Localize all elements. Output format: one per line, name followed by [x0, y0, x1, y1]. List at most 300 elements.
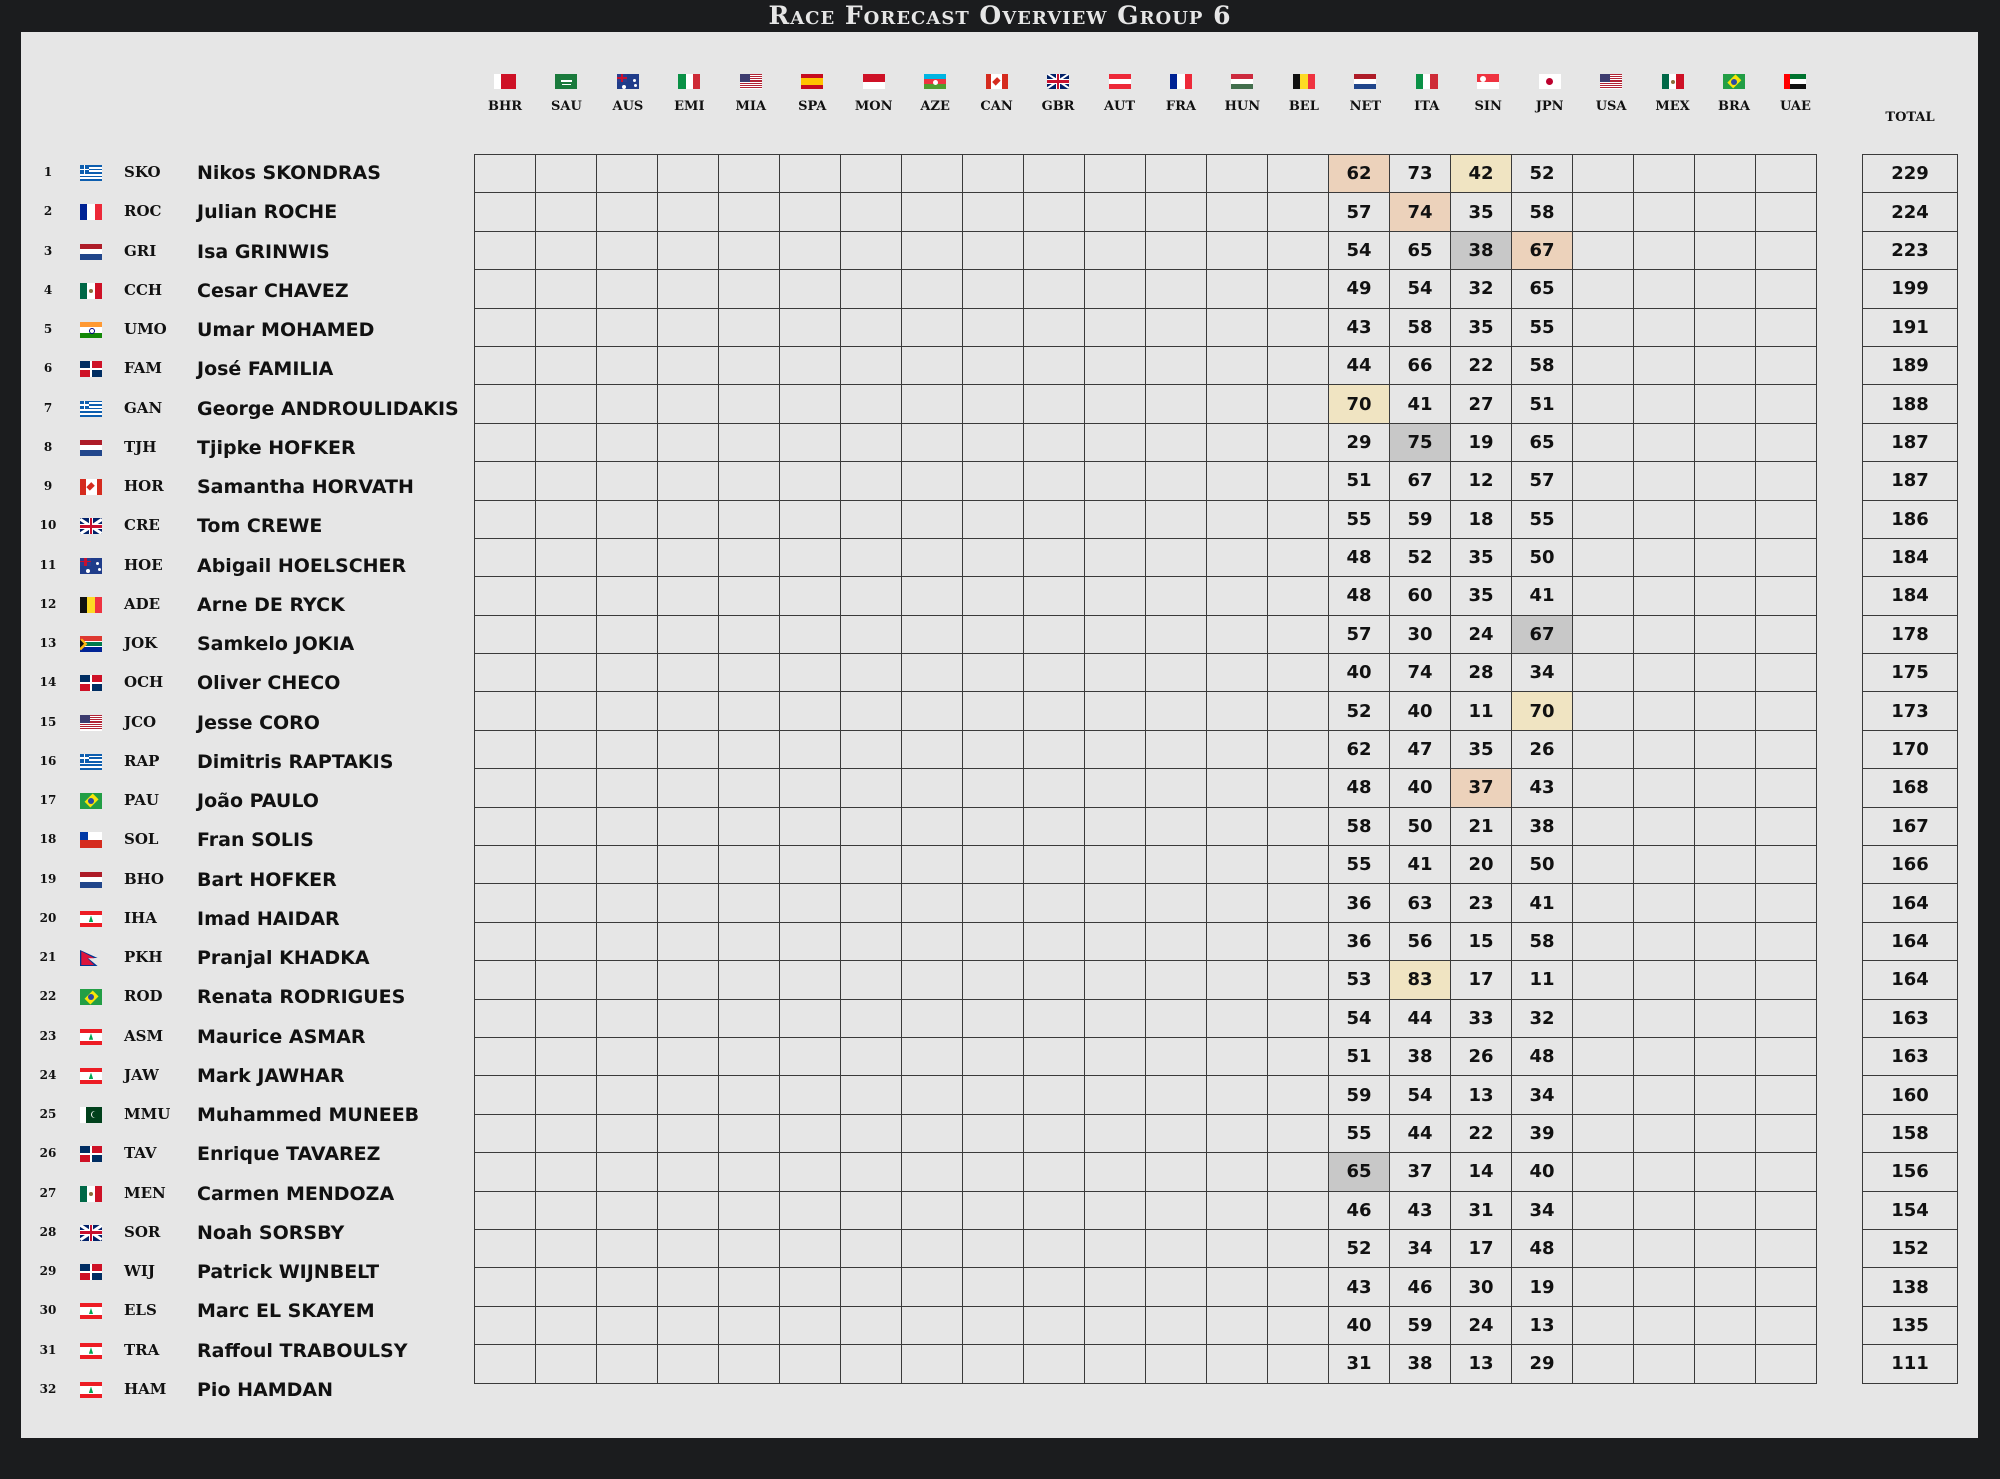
- score-cell-jpn: 41: [1512, 577, 1573, 615]
- score-cell-mia: [719, 1153, 780, 1191]
- score-cell-usa: [1573, 538, 1634, 576]
- score-cell-bel: [1268, 270, 1329, 308]
- score-cell-bel: [1268, 1306, 1329, 1344]
- score-cell-mia: [719, 270, 780, 308]
- score-cell-can: [963, 231, 1024, 269]
- score-cell-aut: [1085, 1076, 1146, 1114]
- score-cell-spa: [780, 692, 841, 730]
- score-cell-spa: [780, 462, 841, 500]
- player-row-info: [0, 978, 470, 1017]
- score-cell-mon: [841, 577, 902, 615]
- score-cell-sin: 33: [1451, 999, 1512, 1037]
- score-cell-mon: [841, 961, 902, 999]
- score-cell-jpn: 55: [1512, 308, 1573, 346]
- score-cell-bel: [1268, 1076, 1329, 1114]
- score-cell-hun: [1207, 1306, 1268, 1344]
- score-cell-net: 59: [1329, 1076, 1390, 1114]
- score-cell-gbr: [1024, 577, 1085, 615]
- position-number: 6: [43, 361, 53, 376]
- total-cell: 170: [1863, 730, 1958, 768]
- score-cell-mia: [719, 1076, 780, 1114]
- score-cell-bel: [1268, 1153, 1329, 1191]
- score-cell-bel: [1268, 846, 1329, 884]
- score-cell-usa: [1573, 1191, 1634, 1229]
- score-cell-ita: 38: [1390, 1345, 1451, 1383]
- score-cell-aze: [902, 1229, 963, 1267]
- score-cell-emi: [658, 1191, 719, 1229]
- score-cell-sin: 31: [1451, 1191, 1512, 1229]
- total-cell: 188: [1863, 385, 1958, 423]
- score-cell-mex: [1634, 884, 1695, 922]
- score-cell-bel: [1268, 1037, 1329, 1075]
- score-cell-aus: [597, 500, 658, 538]
- score-cell-bra: [1695, 846, 1756, 884]
- position-number: 27: [39, 1185, 57, 1200]
- score-cell-bhr: [475, 577, 536, 615]
- player-row-info: [0, 193, 470, 232]
- score-cell-bhr: [475, 270, 536, 308]
- score-cell-mon: [841, 155, 902, 193]
- score-cell-gbr: [1024, 423, 1085, 461]
- score-cell-spa: [780, 1268, 841, 1306]
- score-cell-mon: [841, 1306, 902, 1344]
- score-cell-ita: 67: [1390, 462, 1451, 500]
- player-name: Pio HAMDAN: [197, 1378, 333, 1401]
- score-cell-aut: [1085, 846, 1146, 884]
- score-cell-can: [963, 1076, 1024, 1114]
- score-cell-fra: [1146, 538, 1207, 576]
- score-cell-sau: [536, 999, 597, 1037]
- score-cell-hun: [1207, 346, 1268, 384]
- player-abbreviation: IHA: [124, 908, 157, 927]
- score-cell-jpn: 13: [1512, 1306, 1573, 1344]
- player-row-info: [0, 743, 470, 782]
- score-cell-emi: [658, 884, 719, 922]
- score-cell-bel: [1268, 423, 1329, 461]
- score-cell-sau: [536, 1076, 597, 1114]
- score-cell-uae: [1756, 692, 1817, 730]
- score-cell-mia: [719, 1306, 780, 1344]
- score-cell-aus: [597, 155, 658, 193]
- score-cell-aus: [597, 462, 658, 500]
- score-cell-gbr: [1024, 769, 1085, 807]
- score-cell-net: 48: [1329, 769, 1390, 807]
- score-cell-sau: [536, 884, 597, 922]
- player-name: Arne DE RYCK: [197, 593, 345, 616]
- table-row: [475, 1268, 1817, 1306]
- score-cell-aut: [1085, 1037, 1146, 1075]
- dominican-flag-icon: [80, 361, 102, 377]
- player-name: Enrique TAVAREZ: [197, 1143, 381, 1166]
- score-cell-usa: [1573, 654, 1634, 692]
- score-cell-emi: [658, 1114, 719, 1152]
- race-code: SPA: [798, 99, 827, 114]
- score-cell-fra: [1146, 1037, 1207, 1075]
- total-cell: 164: [1863, 884, 1958, 922]
- brazil-flag-icon: [1723, 74, 1745, 89]
- score-cell-hun: [1207, 807, 1268, 845]
- score-cell-aus: [597, 884, 658, 922]
- position-number: 1: [43, 165, 53, 179]
- score-cell-mex: [1634, 1229, 1695, 1267]
- score-cell-bra: [1695, 1191, 1756, 1229]
- player-abbreviation: ASM: [124, 1026, 164, 1045]
- score-cell-aze: [902, 615, 963, 653]
- score-cell-bra: [1695, 346, 1756, 384]
- table-row: [475, 155, 1817, 193]
- total-row: [1863, 1037, 1958, 1075]
- score-cell-can: [963, 385, 1024, 423]
- greece-flag-icon: [80, 401, 102, 417]
- score-cell-hun: [1207, 846, 1268, 884]
- position-number: 13: [39, 636, 57, 650]
- score-cell-net: 36: [1329, 884, 1390, 922]
- score-cell-can: [963, 346, 1024, 384]
- score-cell-mon: [841, 846, 902, 884]
- score-cell-spa: [780, 884, 841, 922]
- player-row-info: [0, 350, 470, 389]
- score-cell-gbr: [1024, 231, 1085, 269]
- total-cell: 156: [1863, 1153, 1958, 1191]
- score-cell-aut: [1085, 577, 1146, 615]
- score-cell-ita: 65: [1390, 231, 1451, 269]
- score-cell-emi: [658, 1229, 719, 1267]
- score-cell-ita: 34: [1390, 1229, 1451, 1267]
- race-header-bhr: [474, 74, 536, 114]
- score-cell-bel: [1268, 385, 1329, 423]
- score-cell-uae: [1756, 193, 1817, 231]
- race-code: GBR: [1041, 99, 1075, 114]
- score-cell-mex: [1634, 155, 1695, 193]
- race-code: MIA: [735, 99, 767, 114]
- score-cell-fra: [1146, 1114, 1207, 1152]
- score-cell-fra: [1146, 346, 1207, 384]
- score-cell-spa: [780, 615, 841, 653]
- position-number: 7: [43, 400, 53, 415]
- player-name: Imad HAIDAR: [197, 907, 340, 930]
- position-number: 4: [43, 282, 53, 297]
- total-cell: 154: [1863, 1191, 1958, 1229]
- chile-flag-icon: [80, 832, 102, 848]
- score-cell-gbr: [1024, 1345, 1085, 1383]
- score-cell-aus: [597, 999, 658, 1037]
- score-cell-jpn: 11: [1512, 961, 1573, 999]
- score-cell-emi: [658, 1037, 719, 1075]
- usa-flag-icon: [80, 715, 102, 731]
- position-number: 20: [39, 910, 57, 925]
- total-row: [1863, 884, 1958, 922]
- score-cell-net: 55: [1329, 1114, 1390, 1152]
- score-cell-bhr: [475, 1306, 536, 1344]
- score-cell-usa: [1573, 730, 1634, 768]
- total-row: [1863, 730, 1958, 768]
- score-cell-uae: [1756, 730, 1817, 768]
- total-row: [1863, 538, 1958, 576]
- player-name: Noah SORSBY: [197, 1221, 345, 1244]
- score-cell-uae: [1756, 500, 1817, 538]
- score-cell-mex: [1634, 1153, 1695, 1191]
- score-cell-sau: [536, 1345, 597, 1383]
- total-cell: 164: [1863, 961, 1958, 999]
- score-cell-mon: [841, 308, 902, 346]
- score-cell-bhr: [475, 462, 536, 500]
- total-cell: 167: [1863, 807, 1958, 845]
- score-cell-aus: [597, 730, 658, 768]
- score-cell-net: 55: [1329, 846, 1390, 884]
- score-cell-aus: [597, 538, 658, 576]
- score-cell-aut: [1085, 807, 1146, 845]
- player-name: José FAMILIA: [197, 358, 334, 381]
- total-cell: 184: [1863, 538, 1958, 576]
- score-cell-aus: [597, 1114, 658, 1152]
- score-cell-bra: [1695, 730, 1756, 768]
- score-cell-mex: [1634, 193, 1695, 231]
- score-cell-spa: [780, 270, 841, 308]
- score-cell-gbr: [1024, 1076, 1085, 1114]
- score-cell-aut: [1085, 1345, 1146, 1383]
- score-cell-mia: [719, 308, 780, 346]
- score-cell-spa: [780, 730, 841, 768]
- score-cell-gbr: [1024, 922, 1085, 960]
- italy-flag-icon: [1416, 74, 1438, 89]
- score-cell-net: 43: [1329, 1268, 1390, 1306]
- total-cell: 175: [1863, 654, 1958, 692]
- score-cell-fra: [1146, 922, 1207, 960]
- score-cell-sau: [536, 1306, 597, 1344]
- score-cell-mex: [1634, 462, 1695, 500]
- score-cell-mia: [719, 730, 780, 768]
- score-cell-can: [963, 462, 1024, 500]
- score-cell-emi: [658, 769, 719, 807]
- total-row: [1863, 1229, 1958, 1267]
- total-cell: 163: [1863, 999, 1958, 1037]
- table-row: [475, 615, 1817, 653]
- score-cell-mex: [1634, 538, 1695, 576]
- score-cell-jpn: 55: [1512, 500, 1573, 538]
- score-cell-aze: [902, 1191, 963, 1229]
- score-cell-mon: [841, 884, 902, 922]
- score-cell-bel: [1268, 462, 1329, 500]
- total-cell: 178: [1863, 615, 1958, 653]
- score-cell-fra: [1146, 730, 1207, 768]
- position-number: 26: [39, 1146, 57, 1161]
- score-cell-can: [963, 500, 1024, 538]
- score-cell-bra: [1695, 769, 1756, 807]
- score-cell-mia: [719, 462, 780, 500]
- table-row: [475, 308, 1817, 346]
- score-cell-can: [963, 615, 1024, 653]
- position-number: 29: [39, 1264, 57, 1278]
- score-cell-aze: [902, 654, 963, 692]
- score-cell-spa: [780, 346, 841, 384]
- score-cell-spa: [780, 155, 841, 193]
- score-cell-spa: [780, 1153, 841, 1191]
- score-cell-usa: [1573, 1076, 1634, 1114]
- score-cell-ita: 83: [1390, 961, 1451, 999]
- score-cell-aus: [597, 961, 658, 999]
- score-cell-hun: [1207, 423, 1268, 461]
- score-cell-uae: [1756, 884, 1817, 922]
- france-flag-icon: [1170, 74, 1192, 89]
- table-row: [475, 462, 1817, 500]
- position-number: 16: [39, 753, 57, 768]
- player-row-info: [0, 1096, 470, 1135]
- score-cell-can: [963, 730, 1024, 768]
- score-cell-bel: [1268, 308, 1329, 346]
- score-cell-aut: [1085, 999, 1146, 1037]
- race-code: SIN: [1474, 99, 1502, 114]
- score-cell-bel: [1268, 1229, 1329, 1267]
- player-row-info: [0, 311, 470, 350]
- score-cell-usa: [1573, 500, 1634, 538]
- score-cell-mex: [1634, 1306, 1695, 1344]
- player-row-info: [0, 1175, 470, 1214]
- player-row-info: [0, 233, 470, 272]
- score-cell-bhr: [475, 193, 536, 231]
- player-name: João PAULO: [197, 790, 319, 812]
- score-cell-aut: [1085, 423, 1146, 461]
- total-cell: 152: [1863, 1229, 1958, 1267]
- score-cell-usa: [1573, 270, 1634, 308]
- score-cell-gbr: [1024, 270, 1085, 308]
- score-cell-bel: [1268, 193, 1329, 231]
- hungary-flag-icon: [1231, 74, 1253, 89]
- score-cell-sin: 30: [1451, 1268, 1512, 1306]
- table-row: [475, 769, 1817, 807]
- player-row-info: [0, 1332, 470, 1371]
- score-cell-jpn: 67: [1512, 231, 1573, 269]
- score-cell-aut: [1085, 922, 1146, 960]
- race-header-bel: [1273, 74, 1335, 114]
- position-number: 14: [39, 675, 57, 690]
- table-row: [475, 385, 1817, 423]
- score-cell-can: [963, 1268, 1024, 1306]
- score-cell-bhr: [475, 769, 536, 807]
- score-cell-ita: 50: [1390, 807, 1451, 845]
- score-cell-mon: [841, 500, 902, 538]
- australia-flag-icon: [80, 558, 102, 574]
- score-cell-ita: 52: [1390, 538, 1451, 576]
- score-cell-usa: [1573, 807, 1634, 845]
- score-cell-hun: [1207, 231, 1268, 269]
- score-cell-bra: [1695, 423, 1756, 461]
- player-name: Raffoul TRABOULSY: [197, 1339, 408, 1362]
- table-row: [475, 692, 1817, 730]
- score-cell-spa: [780, 846, 841, 884]
- score-cell-aut: [1085, 1191, 1146, 1229]
- score-cell-aze: [902, 1268, 963, 1306]
- score-cell-jpn: 39: [1512, 1114, 1573, 1152]
- table-row: [475, 1229, 1817, 1267]
- score-cell-mex: [1634, 308, 1695, 346]
- score-cell-aus: [597, 922, 658, 960]
- score-cell-can: [963, 1153, 1024, 1191]
- player-name: Marc EL SKAYEM: [197, 1300, 375, 1323]
- score-cell-ita: 46: [1390, 1268, 1451, 1306]
- total-row: [1863, 270, 1958, 308]
- score-cell-aut: [1085, 385, 1146, 423]
- player-name: Abigail HOELSCHER: [197, 554, 407, 577]
- score-cell-bel: [1268, 692, 1329, 730]
- score-cell-mia: [719, 385, 780, 423]
- total-row: [1863, 1268, 1958, 1306]
- total-cell: 187: [1863, 423, 1958, 461]
- score-cell-bel: [1268, 807, 1329, 845]
- player-row-info: [0, 1018, 470, 1057]
- score-cell-fra: [1146, 423, 1207, 461]
- belgium-flag-icon: [1293, 74, 1315, 89]
- score-cell-gbr: [1024, 1268, 1085, 1306]
- race-code: FRA: [1165, 99, 1196, 114]
- score-cell-ita: 54: [1390, 270, 1451, 308]
- score-cell-aus: [597, 385, 658, 423]
- score-cell-jpn: 48: [1512, 1229, 1573, 1267]
- score-cell-hun: [1207, 193, 1268, 231]
- score-cell-aut: [1085, 346, 1146, 384]
- race-header-mia: [720, 74, 782, 114]
- score-cell-sin: 38: [1451, 231, 1512, 269]
- score-cell-bra: [1695, 193, 1756, 231]
- lebanon-flag-icon: [80, 1382, 102, 1398]
- score-cell-jpn: 29: [1512, 1345, 1573, 1383]
- score-cell-mon: [841, 769, 902, 807]
- score-cell-ita: 30: [1390, 615, 1451, 653]
- total-cell: 224: [1863, 193, 1958, 231]
- usa-flag-icon: [1600, 74, 1622, 89]
- score-cell-usa: [1573, 1114, 1634, 1152]
- score-cell-bhr: [475, 654, 536, 692]
- score-cell-spa: [780, 308, 841, 346]
- score-cell-bra: [1695, 999, 1756, 1037]
- score-cell-bhr: [475, 1268, 536, 1306]
- player-abbreviation: MEN: [124, 1183, 166, 1202]
- score-cell-mia: [719, 615, 780, 653]
- india-flag-icon: [80, 322, 102, 338]
- score-cell-mex: [1634, 692, 1695, 730]
- score-cell-can: [963, 538, 1024, 576]
- score-cell-usa: [1573, 884, 1634, 922]
- score-cell-usa: [1573, 462, 1634, 500]
- canada-flag-icon: [80, 479, 102, 495]
- score-cell-spa: [780, 500, 841, 538]
- score-grid: [474, 154, 1817, 1384]
- score-cell-mex: [1634, 769, 1695, 807]
- score-cell-spa: [780, 1345, 841, 1383]
- score-cell-aut: [1085, 308, 1146, 346]
- score-cell-sau: [536, 193, 597, 231]
- score-cell-uae: [1756, 155, 1817, 193]
- score-cell-aze: [902, 308, 963, 346]
- race-code: NET: [1349, 99, 1382, 114]
- total-row: [1863, 1306, 1958, 1344]
- player-row-info: [0, 861, 470, 900]
- player-row-info: [0, 782, 470, 821]
- lebanon-flag-icon: [80, 911, 102, 927]
- score-cell-can: [963, 1229, 1024, 1267]
- score-cell-aut: [1085, 500, 1146, 538]
- score-cell-usa: [1573, 922, 1634, 960]
- position-number: 18: [39, 832, 57, 847]
- score-cell-bra: [1695, 615, 1756, 653]
- score-cell-emi: [658, 846, 719, 884]
- netherlands-flag-icon: [80, 244, 102, 260]
- player-name: Carmen MENDOZA: [197, 1182, 395, 1205]
- score-cell-mia: [719, 1345, 780, 1383]
- score-cell-sau: [536, 1037, 597, 1075]
- score-cell-spa: [780, 1076, 841, 1114]
- score-cell-fra: [1146, 846, 1207, 884]
- score-cell-uae: [1756, 615, 1817, 653]
